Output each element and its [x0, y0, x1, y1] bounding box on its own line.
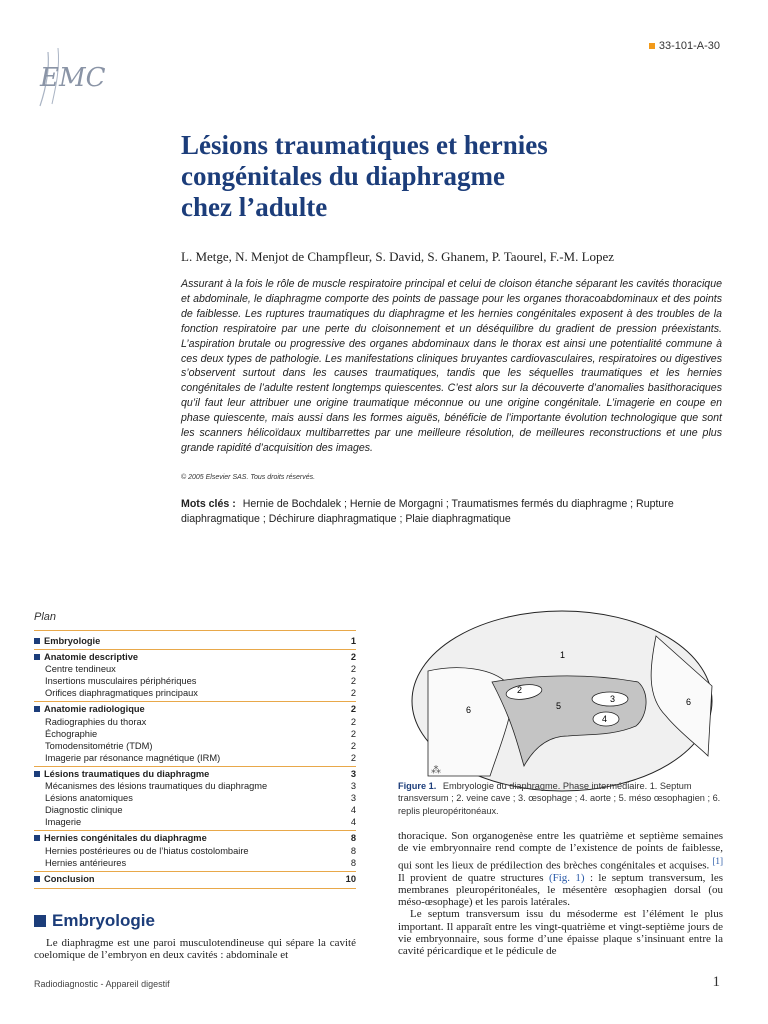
doc-ref-text: 33-101-A-30	[658, 40, 720, 52]
square-bullet-icon	[34, 835, 40, 841]
plan-subsection-entry[interactable]	[34, 716, 356, 728]
plan-section-title	[34, 832, 207, 844]
plan-section-entry[interactable]	[34, 768, 356, 780]
plan-page-number: 2	[350, 740, 356, 751]
plan-section-title	[34, 635, 100, 647]
plan-subsection-label: Échographie	[45, 728, 98, 739]
article-title	[181, 130, 701, 223]
plan-end-rule	[34, 888, 356, 889]
title-line: congénitales du diaphragme	[181, 161, 506, 191]
plan-page-number: 4	[350, 805, 356, 816]
plan-separator	[34, 649, 356, 650]
plan-subsection-entry[interactable]	[34, 728, 356, 740]
plan-subsection-label: Diagnostic clinique	[45, 805, 123, 816]
figure-label: 2	[517, 685, 523, 695]
square-bullet-icon	[34, 706, 40, 712]
plan-section-title	[34, 651, 138, 663]
plan-separator	[34, 871, 356, 872]
plan-section-title	[34, 703, 145, 715]
paragraph: Le septum transversum issu du mésoderme est l’élément le plus important. Il apparaît entre les vingt-quatrième et vingt-septième jours de vie embryonnaire, sous forme d’une épaisse plaque s’insinuant entre la cavité péricardique et le pédicule de	[398, 908, 723, 958]
figure-label: 3	[610, 694, 616, 704]
plan-section-entry[interactable]	[34, 635, 356, 647]
emc-logo	[34, 44, 106, 108]
plan-section-entry[interactable]	[34, 873, 356, 885]
plan-subsection-entry[interactable]	[34, 663, 356, 675]
keywords-label: Mots clés :	[181, 498, 236, 510]
plan-separator	[34, 766, 356, 767]
caption-text: Embryologie du diaphragme. Phase intermédiaire. 1. Septum transversum ; 2. veine cave ; 3. œsophage ; 4. aorte ; 5. méso œsophagien ; 6. replis pleuropéritonéaux.	[398, 781, 721, 816]
orange-square-icon	[649, 43, 655, 49]
square-bullet-icon	[34, 771, 40, 777]
plan-subsection-entry[interactable]	[34, 752, 356, 764]
figure-label: 5	[556, 701, 562, 711]
section-heading	[34, 911, 155, 931]
plan-section-label: Anatomie descriptive	[44, 652, 139, 663]
plan-section-title	[34, 768, 209, 780]
right-column-body	[398, 830, 723, 958]
plan-subsection-entry[interactable]	[34, 780, 356, 792]
plan-subsection-label: Imagerie par résonance magnétique (IRM)	[45, 752, 221, 763]
square-bullet-icon	[34, 915, 46, 927]
plan-separator	[34, 830, 356, 831]
plan-page-number: 10	[345, 873, 356, 884]
plan-heading: Plan	[34, 611, 57, 623]
plan-subsection-entry[interactable]	[34, 740, 356, 752]
figure-caption	[398, 780, 723, 817]
caption-label: Figure 1.	[398, 781, 437, 791]
figure-mark: ⁂	[431, 765, 441, 776]
plan-page-number: 2	[350, 716, 356, 727]
plan-section-entry[interactable]	[34, 651, 356, 663]
plan-list	[34, 635, 356, 885]
plan-subsection-entry[interactable]	[34, 675, 356, 687]
document-reference	[649, 40, 720, 52]
footer-journal: Radiodiagnostic - Appareil digestif	[34, 979, 170, 989]
copyright: © 2005 Elsevier SAS. Tous droits réservés.	[181, 474, 316, 481]
plan-separator	[34, 701, 356, 702]
plan-subsection-label: Radiographies du thorax	[45, 716, 147, 727]
plan-section-label: Embryologie	[44, 636, 101, 646]
plan-subsection-entry[interactable]	[34, 687, 356, 699]
plan-section-entry[interactable]	[34, 703, 356, 715]
plan-subsection-label: Centre tendineux	[45, 664, 116, 675]
plan-subsection-entry[interactable]	[34, 792, 356, 804]
text-span: thoracique. Son organogenèse entre les quatrième et septième semaines de vie embryonnaire rend compte de l’existence de points de faiblesse, qui sont les lieux de prédilection des brèches congénitales et acquises.	[398, 830, 723, 872]
plan-subsection-entry[interactable]	[34, 845, 356, 857]
plan-subsection-label: Hernies antérieures	[45, 857, 127, 868]
plan-section-label: Lésions traumatiques du diaphragme	[44, 768, 210, 779]
title-line: Lésions traumatiques et hernies	[181, 130, 548, 160]
text-span: : le septum transversum, les membranes pleuropéritonéales, le mésentère œsophagien dorsal (ou méso-œsophage) et les parois latérales.	[398, 871, 724, 909]
plan-page-number: 3	[350, 793, 356, 804]
logo-text: EMC	[40, 63, 106, 93]
plan-page-number: 2	[350, 752, 356, 763]
keywords	[181, 497, 722, 526]
plan-page-number: 1	[350, 636, 356, 646]
plan-rule	[34, 630, 356, 631]
plan-page-number: 2	[350, 676, 356, 687]
plan-page-number: 2	[350, 652, 356, 663]
plan-page-number: 3	[350, 781, 356, 792]
plan-toc	[34, 611, 356, 889]
section-heading-text: Embryologie	[52, 911, 155, 930]
abstract: Assurant à la fois le rôle de muscle respiratoire principal et celui de cloison étanche séparant les cavités thoracique et abdominale, le diaphragme comporte des points de passage pour les organes thoracoabdominaux et des points de faiblesse. Les ruptures traumatiques du diaphragme et les hernies congénitales exposent à des troubles de la fonction respiratoire par une perte du cloisonnement et un déséquilibre du gradient de pression préexistants. L’aspiration brutale ou progressive des organes abdominaux dans le thorax est ainsi une potentialité commune à ces deux types de pathologie. Les manifestations cliniques bruyantes cardiovasculaires, respiratoires ou digestives s’observent surtout dans les causes traumatiques, tandis que les séquelles traumatiques et les hernies congénitales de l’adulte restent longtemps quiescentes. C’est alors sur la découverte d’anomalies basithoraciques qu’il faut leur attribuer une origine traumatique méconnue ou une origine congénitale. L’imagerie en coupe en phase quiescente, mais aussi dans les formes aiguës, bénéficie de l’importante évolution technologique que sont les scanners hélicoïdaux multibarrettes par une meilleure résolution, de meilleures reconstructions et une plus grande rapidité d’acquisition des images.	[181, 278, 722, 454]
figure-embryology-diagram	[398, 606, 724, 776]
keywords-list: Hernie de Bochdalek ; Hernie de Morgagni ; Traumatismes fermés du diaphragme ; Rupture diaphragmatique ; Déchirure diaphragmatique ; Plaie diaphragmatique	[181, 498, 674, 525]
square-bullet-icon	[34, 638, 40, 644]
plan-section-label: Conclusion	[44, 873, 95, 884]
plan-subsection-label: Tomodensitométrie (TDM)	[45, 740, 153, 751]
plan-section-label: Anatomie radiologique	[44, 704, 145, 715]
figure-label: 6	[466, 705, 472, 715]
authors: L. Metge, N. Menjot de Champfleur, S. David, S. Ghanem, P. Taourel, F.-M. Lopez	[181, 249, 615, 264]
plan-page-number: 8	[350, 833, 356, 844]
plan-page-number: 3	[350, 768, 356, 779]
plan-subsection-label: Mécanismes des lésions traumatiques du diaphragme	[45, 781, 268, 792]
plan-page-number: 4	[350, 817, 356, 828]
square-bullet-icon	[34, 876, 40, 882]
plan-page-number: 2	[350, 728, 356, 739]
plan-page-number: 8	[350, 845, 356, 856]
figure-label: 4	[602, 714, 608, 724]
plan-subsection-label: Insertions musculaires périphériques	[45, 676, 197, 687]
title-line: chez l’adulte	[181, 192, 328, 222]
plan-subsection-label: Orifices diaphragmatiques principaux	[45, 688, 198, 699]
plan-subsection-label: Hernies postérieures ou de l’hiatus costolombaire	[45, 845, 249, 856]
footer-page-number: 1	[712, 974, 720, 990]
paragraph	[398, 830, 723, 908]
reference-link[interactable]: [1]	[712, 855, 723, 866]
plan-subsection-entry[interactable]	[34, 857, 356, 869]
left-column-body	[34, 937, 356, 962]
figure-label: 1	[560, 650, 566, 660]
plan-subsection-entry[interactable]	[34, 816, 356, 828]
plan-page-number: 2	[350, 688, 356, 699]
plan-subsection-label: Lésions anatomiques	[45, 793, 133, 804]
square-bullet-icon	[34, 654, 40, 660]
paragraph: Le diaphragme est une paroi musculotendineuse qui sépare la cavité coelomique de l’embryon en deux cavités : abdominale et	[34, 937, 356, 962]
plan-section-entry[interactable]	[34, 832, 356, 844]
plan-page-number: 8	[350, 857, 356, 868]
plan-page-number: 2	[350, 664, 356, 675]
plan-section-title	[34, 873, 95, 885]
plan-subsection-label: Imagerie	[45, 817, 82, 828]
figure-reference-link[interactable]: (Fig. 1)	[548, 871, 585, 884]
plan-section-label: Hernies congénitales du diaphragme	[44, 833, 207, 844]
plan-page-number: 2	[350, 704, 356, 715]
figure-label: 6	[686, 697, 692, 707]
text-span: Il provient de quatre structures	[398, 871, 544, 884]
plan-subsection-entry[interactable]	[34, 804, 356, 816]
